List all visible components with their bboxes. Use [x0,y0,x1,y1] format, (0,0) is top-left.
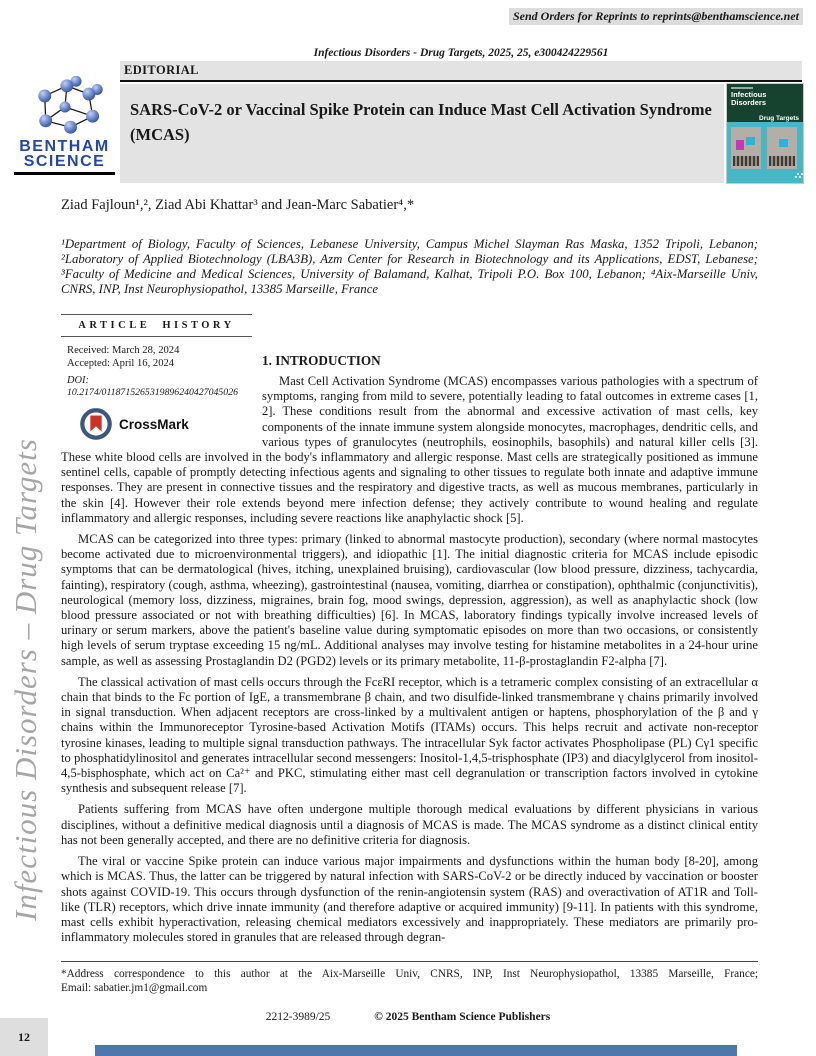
cover-speck-magenta [736,140,744,150]
body-paragraph: Mast Cell Activation Syndrome (MCAS) encompasses various pathologies with a spectrum of symptoms, ranging from mild to severe, potentially leading to fatal outcomes in extreme cases [1, 2]. These conditions result from the abnormal and excessive activation of mast cells, key components of the innate immune system alongside monocytes, macrophages, dendritic cells, and various types of granulocytes (neutrophils, eosinophils, basophils) and natural killer cells [3]. These white blood cells are involved in the body's inflammatory and allergic response. Mast cells are strategically positioned as immune sentinel cells, capable of promptly detecting infectious agents and signaling to other tissues to regulate both innate and adaptive immune responses. They are present in connective tissues and the respiratory and digestive tracts, as well as mucous membranes, particularly in the skin [4]. However their role extends beyond mere infection defense; they actively contribute to wound healing and regulate inflammatory and allergic responses, including severe reactions like anaphylactic shock [5]. [61,374,758,525]
cover-publisher-dots-icon [795,176,797,178]
vertical-journal-title: Infectious Disorders – Drug Targets [8,438,43,922]
cover-speck-cyan [779,139,788,147]
body-paragraph: MCAS can be categorized into three types: primary (linked to abnormal mastocyte production), secondary (where normal mastocytes become activated due to microenvironmental triggers), and idiopathic [1]. The initial diagnostic criteria for MCAS include episodic symptoms that can be dermatological (hives, itching, unexplained bruising), cardiovascular (low blood pressure, dizziness, tachycardia, fainting), respiratory (cough, asthma, wheezing), gastrointestinal (nausea, vomiting, diarrhea or constipation), ophthalmic (conjunctivitis), neurological (memory loss, dizziness, migraines, brain fog, mood swings, depression, aggression), as well as anaphylactic shock (low blood pressure associated or not with breathing difficulties) [6]. In MCAS, laboratory findings typically involve increased levels of urinary or serum markers, above the patient's baseline value during symptomatic episodes on more than two occasions, or consistently high levels of serum tryptase exceeding 15 ng/mL. Additional analyses may involve testing for histamine metabolites in a 24-hour urine sample, as well as assessing Prostaglandin D2 (PGD2) levels or its primary metabolite, 11-β-prostaglandin F2-alpha [7]. [61,532,758,668]
crossmark-label: CrossMark [119,416,189,432]
author-list: Ziad Fajloun¹,², Ziad Abi Khattar³ and Jean-Marc Sabatier⁴,* [61,197,415,213]
article-history-box [61,314,252,441]
history-top-rule [61,314,252,315]
intro-section-heading: 1. INTRODUCTION [262,353,381,368]
crossmark-icon [79,407,113,441]
history-heading-rule [61,336,252,337]
cover-speck-cyan [746,137,755,145]
footnote-line2: Email: sabatier.jm1@gmail.com [61,982,208,994]
journal-citation: Infectious Disorders - Drug Targets, 2025, 25, e300424229561 [313,47,609,59]
cover-photo-right [767,127,797,169]
cover-header [727,84,803,122]
accepted-date: Accepted: April 16, 2024 [67,358,175,369]
doi-value: 10.2174/0118715265319896240427045026 [67,387,238,398]
page-footer [0,1010,816,1024]
crossmark-badge[interactable] [79,407,252,441]
publisher-logo [14,76,115,175]
doi-label: DOI: [67,375,89,386]
cover-artwork [727,122,803,183]
footnote-line1: *Address correspondence to this author at the Aix-Marseille Univ, CNRS, INP, Inst Neurophysiopathol, 13385 Marseille, France; [61,968,758,980]
publisher-name-line1: BENTHAM [19,138,110,155]
received-date: Received: March 28, 2024 [67,345,180,356]
issn-code: 2212-3989/25 [265,1011,331,1023]
body-paragraph: The viral or vaccine Spike protein can induce various major impairments and dysfunctions within the human body [8-20], among which is MCAS. Thus, the latter can be triggered by natural infection with SARS-CoV-2 or be directly induced by vaccination or booster shots against COVID-19. This occurs through dysfunction of the renin-angiotensin system (RAS) and overactivation of AT1R and Toll-like (TLR) receptors, which drive innate immunity (and therefore adaptive or acquired immunity) [9-11]. In patients with this syndrome, mast cells exhibit hyperactivation, releasing chemical mediators excessively and inappropriately. These mediators are primarily pro-inflammatory molecules stored in granules that are released through degran- [61,854,758,945]
body-paragraph: The classical activation of mast cells occurs through the FcεRI receptor, which is a tetrameric complex consisting of an extracellular α chain that binds to the Fc portion of IgE, a transmembrane β chain, and two disulfide-linked transmembrane γ chains primarily involved in signal transduction. When adjacent receptors are cross-linked by a multivalent antigen or haptens, phosphorylation of the β and γ chains within the Immunoreceptor Tyrosine-based Activation Motifs (ITAMs) occurs. This helps recruit and activate non-receptor tyrosine kinases, leading to multiple signal transduction pathways. The intracellular Syk factor activates Phospholipase (PL) Cγ1 specific to phosphatidylinositol and generates intracellular second messengers: Inositol-1,4,5-trisphosphate (IP3) and diacylglycerol from inositol-4,5-bisphosphate, which act on Ca²⁺ and PKC, stimulating either mast cell degranulation or transcription factors involved in cytokine synthesis and subsequent release [7]. [61,674,758,796]
affiliations: ¹Department of Biology, Faculty of Sciences, Lebanese University, Campus Michel Slayman Ras Maska, 1352 Tripoli, Lebanon; ²Laboratory of Applied Biotechnology (LBA3B), Azm Center for Research in Biotechnology and its Applications, EDST, Lebanese; ³Faculty of Medicine and Medical Sciences, University of Balamand, Kalhat, Tripoli P.O. Box 100, Lebanon; ⁴Aix-Marseille Univ, CNRS, INP, Inst Neurophysiopathol, 13385 Marseille, France [61,237,758,296]
article-body [61,314,758,951]
section-label: EDITORIAL [124,63,199,77]
correspondence-footnote [61,961,758,995]
article-title: SARS-CoV-2 or Vaccinal Spike Protein can Induce Mast Cell Activation Syndrome (MCAS) [120,84,724,183]
cover-photo-left [731,127,761,169]
publisher-name-line2: SCIENCE [23,153,106,170]
article-history-heading: ARTICLE HISTORY [78,320,235,331]
copyright-notice: © 2025 Bentham Science Publishers [374,1011,551,1023]
editorial-band [120,61,802,82]
bottom-accent-bar [95,1045,737,1056]
reprint-notice: Send Orders for Reprints to reprints@benthamscience.net [509,8,803,25]
cover-journal-title: Infectious Disorders [731,90,767,107]
page-number: 12 [0,1018,48,1056]
cover-meta-line [731,87,753,89]
bentham-molecule-icon [19,76,111,138]
logo-divider [14,172,115,175]
cover-journal-subtitle: Drug Targets [759,115,799,122]
body-paragraph: Patients suffering from MCAS have often undergone multiple thorough medical evaluations by different physicians in various disciplines, without a definitive medical diagnosis until a diagnosis of MCAS is made. The MCAS syndrome as a distinct clinical entity has not been generally accepted, and there are no definitive criteria for diagnosis. [61,802,758,847]
journal-cover-thumbnail [727,84,803,183]
